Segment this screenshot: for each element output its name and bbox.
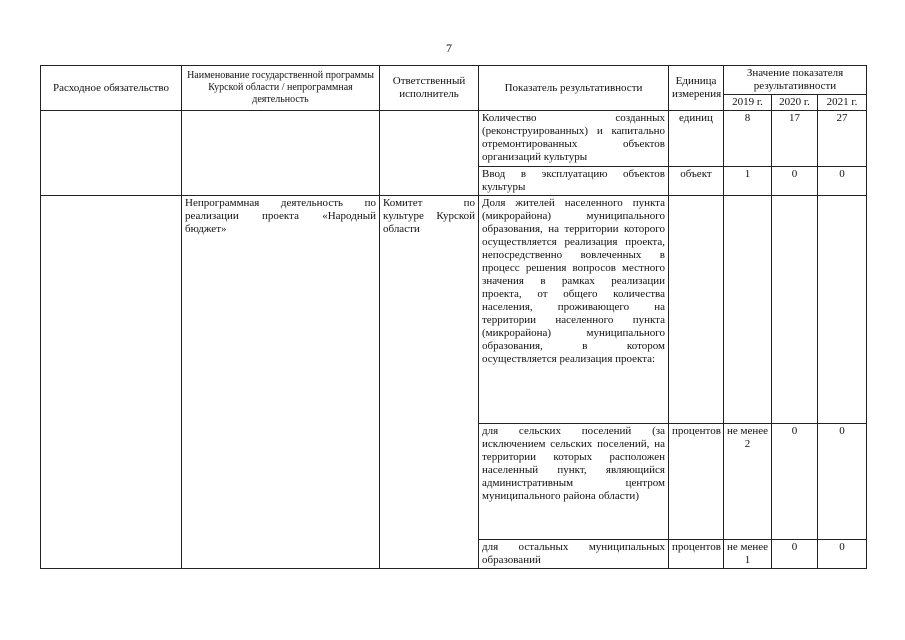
value-2021: 0 [818, 540, 867, 569]
value-2019: 8 [724, 111, 772, 167]
value-2021 [818, 196, 867, 424]
header-unit: Единица измерения [669, 66, 724, 111]
table-row [41, 196, 867, 424]
indicator-cell: Доля жителей населенного пункта (микрорайона) муниципального образования, на территории которого осуществляется реализация проекта, непосредственно вовлеченных в процесс решения вопросов местного значения в рамках реализации проекта, от общего количества населения, проживающего на территории населенного пункта (микрорайона) муниципального образования, в котором осуществляется реализация проекта: [479, 196, 669, 424]
indicator-cell: для остальных муниципальных образований [479, 540, 669, 569]
unit-cell [669, 196, 724, 424]
header-year-2021: 2021 г. [818, 95, 867, 111]
program-cell: Непрограммная деятельность по реализации проекта «Народный бюджет» [182, 196, 380, 569]
header-value-group: Значение показателя результативности [724, 66, 867, 95]
header-year-2019: 2019 г. [724, 95, 772, 111]
indicator-cell: Количество созданных (реконструированных) и капитально отремонтированных объектов организаций культуры [479, 111, 669, 167]
header-responsible: Ответственный исполнитель [380, 66, 479, 111]
header-expense: Расходное обязательство [41, 66, 182, 111]
program-cell [182, 111, 380, 196]
responsible-cell: Комитет по культуре Курской области [380, 196, 479, 569]
header-indicator: Показатель результативности [479, 66, 669, 111]
value-2019 [724, 196, 772, 424]
unit-cell: процентов [669, 424, 724, 540]
value-2021: 27 [818, 111, 867, 167]
value-2021: 0 [818, 167, 867, 196]
unit-cell: процентов [669, 540, 724, 569]
value-2020: 0 [772, 540, 818, 569]
responsible-cell [380, 111, 479, 196]
value-2020 [772, 196, 818, 424]
value-2021: 0 [818, 424, 867, 540]
expense-cell [41, 196, 182, 569]
value-2019: не менее 1 [724, 540, 772, 569]
results-table [40, 65, 867, 569]
value-2019: не менее 2 [724, 424, 772, 540]
indicator-cell: Ввод в эксплуатацию объектов культуры [479, 167, 669, 196]
indicator-cell: для сельских поселений (за исключением сельских поселений, на территории которых расположен населенный пункт, являющийся административным центром муниципального района области) [479, 424, 669, 540]
value-2020: 0 [772, 167, 818, 196]
value-2020: 0 [772, 424, 818, 540]
page-number: 7 [446, 41, 452, 55]
table-row [41, 111, 867, 167]
value-2019: 1 [724, 167, 772, 196]
header-program: Наименование государственной программы Курской области / непрограммная деятельность [182, 66, 380, 111]
expense-cell [41, 111, 182, 196]
value-2020: 17 [772, 111, 818, 167]
unit-cell: объект [669, 167, 724, 196]
unit-cell: единиц [669, 111, 724, 167]
header-year-2020: 2020 г. [772, 95, 818, 111]
